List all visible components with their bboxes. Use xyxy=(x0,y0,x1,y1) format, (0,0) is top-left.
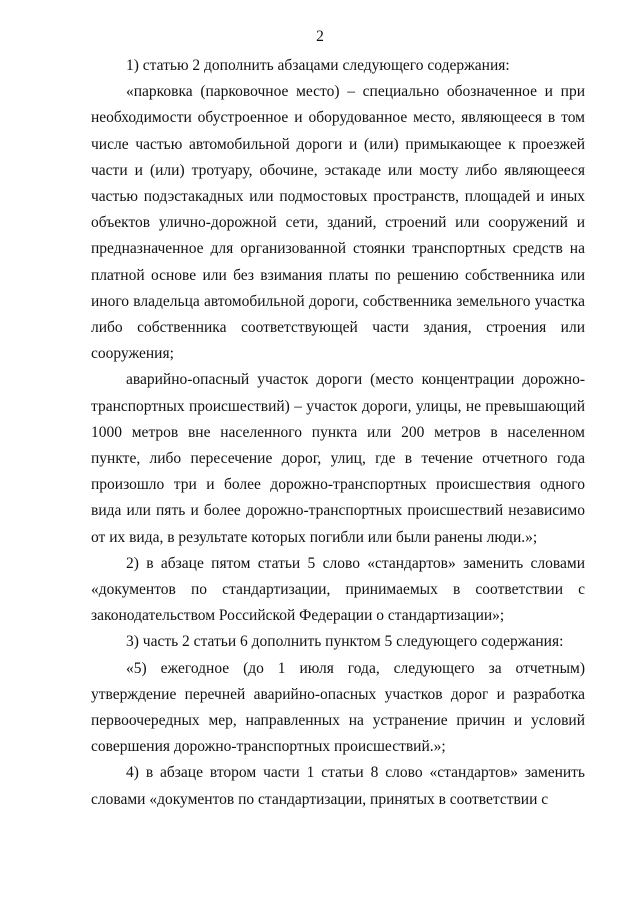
paragraph-5: 3) часть 2 статьи 6 дополнить пунктом 5 следующего содержания: xyxy=(126,633,564,651)
paragraph-1: 1) статью 2 дополнить абзацами следующего содержания: xyxy=(126,57,510,74)
document-body xyxy=(91,53,585,813)
paragraph-6: «5) ежегодное (до 1 июля года, следующего за отчетным) утверждение перечней аварийно-опасных участков дорог и разработка первоочередных мер, направленных на устранение причин и условий совершения дорожно-транспортных происшествий.»; xyxy=(91,659,585,756)
paragraph-2: «парковка (парковочное место) – специально обозначенное и при необходимости обустроенное и оборудованное место, являющееся в том числе частью автомобильной дороги и (или) примыкающее к проезжей части и (или) тротуару, обочине, эстакаде или мосту либо являющееся частью подэстакадных или подмостовых пространств, площадей и иных объектов улично-дорожной сети, зданий, строений или сооружений и предназначенное для организованной стоянки транспортных средств на платной основе или без взимания платы по решению собственника или иного владельца автомобильной дороги, собственника земельного участка либо собственника соответствующей части здания, строения или сооружения; xyxy=(91,83,585,363)
paragraph-4: 2) в абзаце пятом статьи 5 слово «стандартов» заменить словами «документов по стандартизации, принимаемых в соответствии с законодательством Российской Федерации о стандартизации»; xyxy=(91,554,585,625)
page-number: 2 xyxy=(316,28,324,45)
paragraph-3: аварийно-опасный участок дороги (место концентрации дорожно-транспортных происшествий) – участок дороги, улицы, не превышающий 1000 метров вне населенного пункта или 200 метров в населенном пункте, либо пересечение дорог, улиц, где в течение отчетного года произошло три и более дорожно-транспортных происшествия одного вида или пять и более дорожно-транспортных происшествий независимо от их вида, в результате которых погибли или были ранены люди.»; xyxy=(91,371,585,546)
paragraph-7: 4) в абзаце втором части 1 статьи 8 слово «стандартов» заменить словами «документов по стандартизации, принятых в соответствии с xyxy=(91,764,585,808)
